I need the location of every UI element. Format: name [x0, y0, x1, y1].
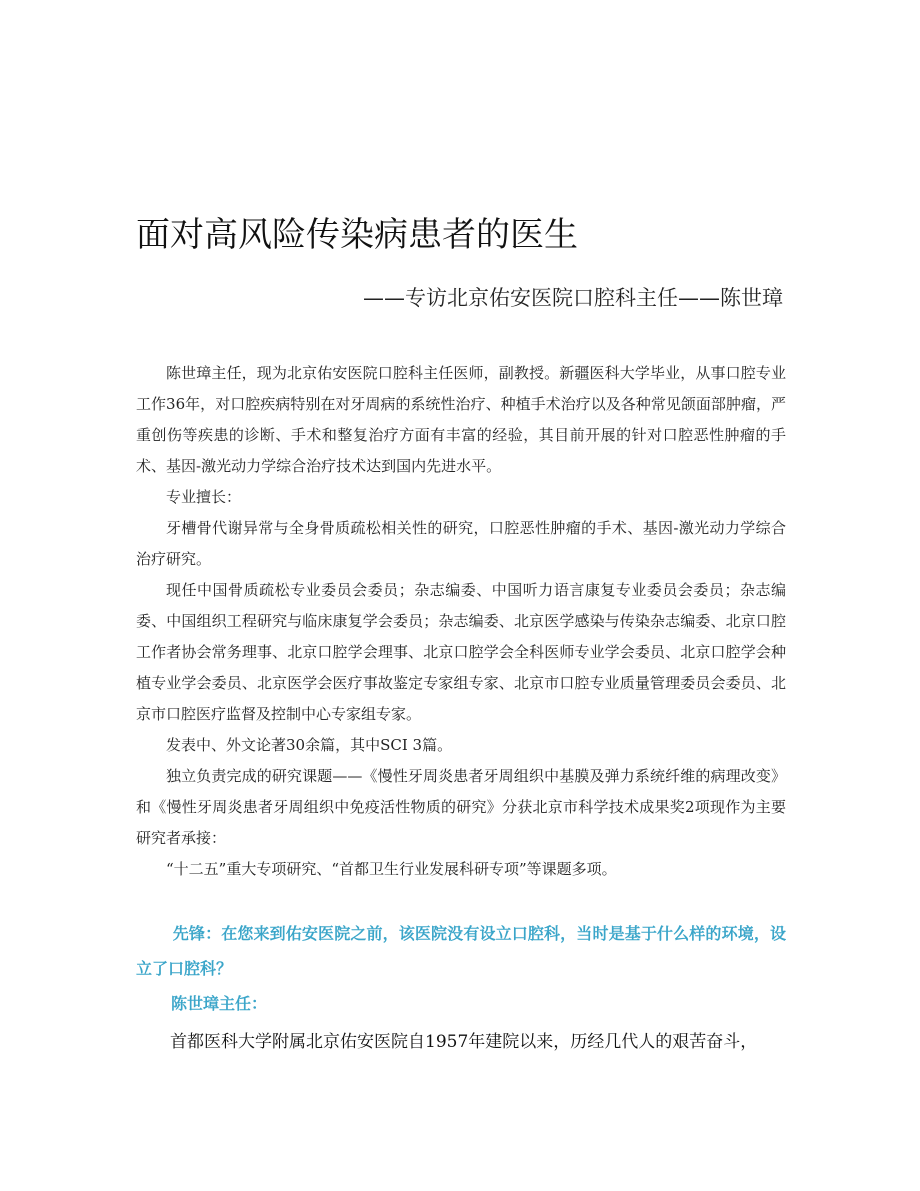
paragraph-research: 独立负责完成的研究课题——《慢性牙周炎患者牙周组织中基膜及弹力系统纤维的病理改变》和《慢性牙周炎患者牙周组织中免疫活性物质的研究》分获北京市科学技术成果奖2项现作为主要研究者承接：	[136, 767, 786, 847]
interview-question: 先锋：在您来到佑安医院之前，该医院没有设立口腔科，当时是基于什么样的环境，设立了口腔科？	[136, 924, 786, 978]
article-subtitle: ——专访北京佑安医院口腔科主任——陈世璋	[363, 286, 783, 310]
interviewee-label: 陈世璋主任：	[171, 994, 268, 1013]
paragraph-publications: 发表中、外文论著30余篇，其中SCI 3篇。	[166, 736, 453, 754]
paragraph-specialty: 牙槽骨代谢异常与全身骨质疏松相关性的研究，口腔恶性肿瘤的手术、基因-激光动力学综合治疗研究。	[136, 519, 786, 568]
interview-answer: 首都医科大学附属北京佑安医院自1957年建院以来，历经几代人的艰苦奋斗，	[170, 1032, 758, 1052]
paragraph-specialty-heading: 专业擅长：	[166, 488, 242, 506]
interview-section	[136, 916, 786, 1056]
article-title: 面对高风险传染病患者的医生	[136, 215, 578, 255]
paragraph-intro: 陈世璋主任，现为北京佑安医院口腔科主任医师，副教授。新疆医科大学毕业，从事口腔专业工作36年，对口腔疾病特别在对牙周病的系统性治疗、种植手术治疗以及各种常见颌面部肿瘤，严重创伤等疾患的诊断、手术和整复治疗方面有丰富的经验，其目前开展的针对口腔恶性肿瘤的手术、基因-激光动力学综合治疗技术达到国内先进水平。	[136, 364, 786, 475]
paragraph-projects: “十二五”重大专项研究、“首都卫生行业发展科研专项”等课题多项。	[166, 860, 617, 878]
article-body	[136, 358, 786, 885]
paragraph-positions: 现任中国骨质疏松专业委员会委员；杂志编委、中国听力语言康复专业委员会委员；杂志编委、中国组织工程研究与临床康复学会委员；杂志编委、北京医学感染与传染杂志编委、北京口腔工作者协会常务理事、北京口腔学会理事、北京口腔学会全科医师专业学会委员、北京口腔学会种植专业学会委员、北京医学会医疗事故鉴定专家组专家、北京市口腔专业质量管理委员会委员、北京市口腔医疗监督及控制中心专家组专家。	[136, 581, 786, 723]
